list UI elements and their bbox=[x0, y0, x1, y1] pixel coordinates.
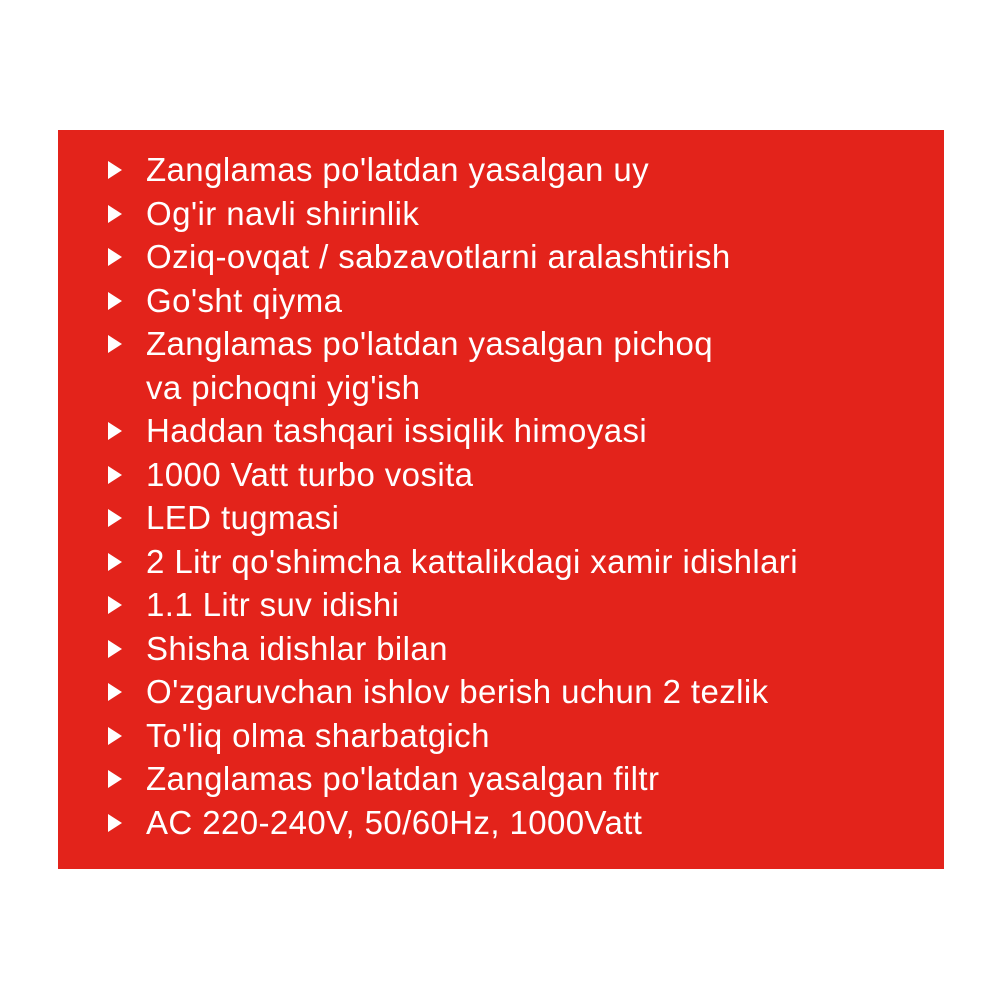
right-triangle-icon bbox=[108, 596, 122, 614]
feature-text: AC 220-240V, 50/60Hz, 1000Vatt bbox=[146, 803, 643, 841]
right-triangle-icon bbox=[108, 205, 122, 223]
feature-text: Go'sht qiyma bbox=[146, 281, 343, 319]
feature-item bbox=[104, 235, 798, 279]
feature-item bbox=[104, 322, 798, 409]
right-triangle-icon bbox=[108, 683, 122, 701]
feature-item bbox=[104, 279, 798, 323]
right-triangle-icon bbox=[108, 292, 122, 310]
feature-item bbox=[104, 627, 798, 671]
right-triangle-icon bbox=[108, 553, 122, 571]
feature-text: LED tugmasi bbox=[146, 499, 340, 536]
right-triangle-icon bbox=[108, 466, 122, 484]
feature-item bbox=[104, 453, 798, 497]
right-triangle-icon bbox=[108, 509, 122, 527]
feature-text: Og'ir navli shirinlik bbox=[146, 194, 420, 232]
feature-item bbox=[104, 583, 798, 627]
right-triangle-icon bbox=[108, 422, 122, 440]
feature-text: Zanglamas po'latdan yasalgan filtr bbox=[146, 760, 660, 797]
right-triangle-icon bbox=[108, 161, 122, 179]
right-triangle-icon bbox=[108, 814, 122, 832]
feature-text: Zanglamas po'latdan yasalgan pichoq bbox=[146, 325, 714, 362]
right-triangle-icon bbox=[108, 248, 122, 266]
feature-text: To'liq olma sharbatgich bbox=[146, 716, 490, 754]
right-triangle-icon bbox=[108, 335, 122, 353]
feature-text: 1000 Vatt turbo vosita bbox=[146, 455, 474, 493]
feature-item bbox=[104, 714, 798, 758]
feature-item bbox=[104, 148, 798, 192]
feature-item bbox=[104, 496, 798, 540]
right-triangle-icon bbox=[108, 770, 122, 788]
feature-item bbox=[104, 757, 798, 801]
feature-text: Oziq-ovqat / sabzavotlarni aralashtirish bbox=[146, 238, 731, 275]
feature-text: 2 Litr qo'shimcha kattalikdagi xamir idishlari bbox=[146, 542, 798, 580]
feature-text: Haddan tashqari issiqlik himoyasi bbox=[146, 412, 648, 449]
feature-text: Zanglamas po'latdan yasalgan uy bbox=[146, 151, 650, 188]
feature-text: O'zgaruvchan ishlov berish uchun 2 tezlik bbox=[146, 673, 769, 710]
feature-item bbox=[104, 540, 798, 584]
right-triangle-icon bbox=[108, 727, 122, 745]
feature-item bbox=[104, 409, 798, 453]
feature-text: Shisha idishlar bilan bbox=[146, 629, 448, 667]
right-triangle-icon bbox=[108, 640, 122, 658]
feature-item bbox=[104, 670, 798, 714]
feature-item bbox=[104, 801, 798, 845]
feature-item bbox=[104, 192, 798, 236]
feature-list bbox=[104, 148, 798, 844]
feature-text: va pichoqni yig'ish bbox=[146, 368, 421, 406]
feature-text: 1.1 Litr suv idishi bbox=[146, 586, 400, 623]
